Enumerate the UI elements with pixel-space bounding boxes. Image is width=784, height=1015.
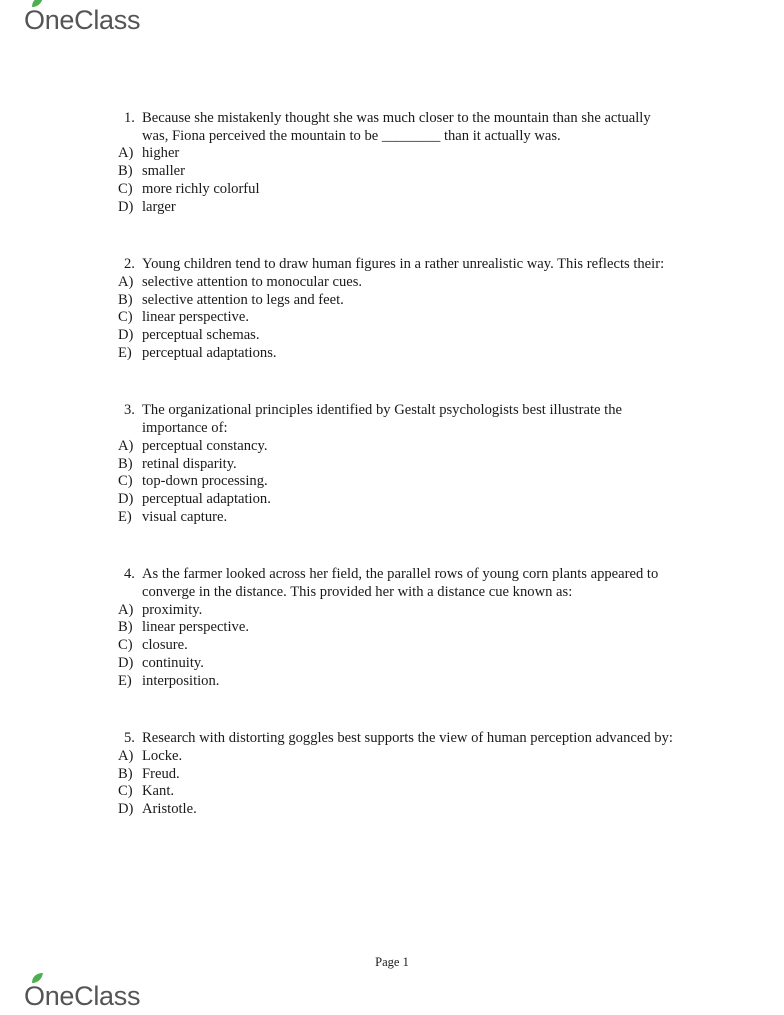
question-stem [118, 730, 678, 748]
option-text: Kant. [142, 783, 175, 800]
option-text: selective attention to legs and feet. [142, 291, 344, 308]
answer-option [118, 163, 678, 181]
answer-options [118, 748, 678, 819]
option-letter: B) [118, 291, 133, 308]
option-text: Locke. [142, 747, 183, 764]
leaf-icon [30, 972, 44, 984]
answer-option [118, 199, 678, 217]
option-text: more richly colorful [142, 180, 260, 197]
option-text: retinal disparity. [142, 455, 237, 472]
answer-option [118, 491, 678, 509]
answer-option [118, 619, 678, 637]
answer-option [118, 655, 678, 673]
answer-option [118, 673, 678, 691]
option-letter: B) [118, 619, 133, 636]
page-number: Page 1 [375, 955, 409, 969]
option-text: continuity. [142, 654, 204, 671]
option-letter: C) [118, 473, 133, 490]
answer-option [118, 637, 678, 655]
answer-options [118, 274, 678, 363]
question-number: 4. [124, 566, 135, 583]
option-letter: D) [118, 801, 134, 818]
question-stem [118, 402, 678, 437]
option-letter: B) [118, 455, 133, 472]
question-stem [118, 256, 678, 274]
option-letter: C) [118, 180, 133, 197]
option-text: perceptual adaptation. [142, 490, 271, 507]
question-4 [118, 566, 678, 690]
option-letter: C) [118, 309, 133, 326]
answer-option [118, 456, 678, 474]
question-list [118, 110, 678, 859]
question-stem [118, 110, 678, 145]
option-text: visual capture. [142, 508, 228, 525]
answer-options [118, 602, 678, 691]
question-1 [118, 110, 678, 216]
answer-option [118, 181, 678, 199]
option-text: closure. [142, 637, 188, 654]
logo-text: OneClass [24, 981, 141, 1011]
option-text: linear perspective. [142, 309, 249, 326]
question-3 [118, 402, 678, 526]
option-text: smaller [142, 163, 185, 180]
question-number: 3. [124, 402, 135, 419]
option-letter: D) [118, 327, 134, 344]
option-text: selective attention to monocular cues. [142, 273, 363, 290]
oneclass-logo-footer [24, 981, 140, 1011]
option-text: interposition. [142, 672, 220, 689]
answer-option [118, 145, 678, 163]
option-letter: D) [118, 654, 134, 671]
answer-option [118, 766, 678, 784]
answer-option [118, 509, 678, 527]
logo-text: OneClass [24, 5, 141, 35]
question-number: 1. [124, 110, 135, 126]
option-letter: C) [118, 637, 133, 654]
option-text: proximity. [142, 601, 203, 618]
option-letter: A) [118, 601, 134, 618]
option-letter: A) [118, 437, 134, 454]
option-text: Aristotle. [142, 801, 197, 818]
option-letter: D) [118, 490, 134, 507]
question-text: Because she mistakenly thought she was much closer to the mountain than she actually was, Fiona perceived the mountain to be ________ than it actually was. [142, 110, 651, 144]
question-number: 5. [124, 730, 135, 747]
option-text: perceptual constancy. [142, 437, 268, 454]
answer-option [118, 783, 678, 801]
question-stem [118, 566, 678, 601]
answer-option [118, 473, 678, 491]
answer-options [118, 438, 678, 527]
oneclass-logo-header [24, 5, 140, 35]
option-text: higher [142, 145, 180, 162]
answer-options [118, 145, 678, 216]
leaf-icon [30, 0, 44, 8]
question-text: The organizational principles identified by Gestalt psychologists best illustrate the importance of: [142, 402, 622, 437]
option-letter: A) [118, 145, 134, 162]
option-letter: D) [118, 198, 134, 215]
answer-option [118, 292, 678, 310]
answer-option [118, 345, 678, 363]
question-text: As the farmer looked across her field, the parallel rows of young corn plants appeared to converge in the distance. This provided her with a distance cue known as: [142, 566, 659, 601]
answer-option [118, 602, 678, 620]
option-letter: E) [118, 672, 132, 689]
option-letter: C) [118, 783, 133, 800]
option-letter: A) [118, 747, 134, 764]
option-letter: E) [118, 508, 132, 525]
answer-option [118, 274, 678, 292]
option-text: perceptual schemas. [142, 327, 260, 344]
option-letter: B) [118, 163, 133, 180]
question-2 [118, 256, 678, 362]
option-letter: B) [118, 765, 133, 782]
answer-option [118, 438, 678, 456]
question-number: 2. [124, 256, 135, 273]
option-text: linear perspective. [142, 619, 249, 636]
answer-option [118, 748, 678, 766]
option-text: larger [142, 198, 176, 215]
option-text: top-down processing. [142, 473, 268, 490]
option-letter: A) [118, 273, 134, 290]
answer-option [118, 309, 678, 327]
answer-option [118, 801, 678, 819]
question-text: Research with distorting goggles best supports the view of human perception advanced by: [142, 730, 673, 747]
option-text: perceptual adaptations. [142, 344, 277, 361]
question-5 [118, 730, 678, 819]
option-text: Freud. [142, 765, 180, 782]
question-text: Young children tend to draw human figures in a rather unrealistic way. This reflects their: [142, 256, 665, 273]
option-letter: E) [118, 344, 132, 361]
answer-option [118, 327, 678, 345]
